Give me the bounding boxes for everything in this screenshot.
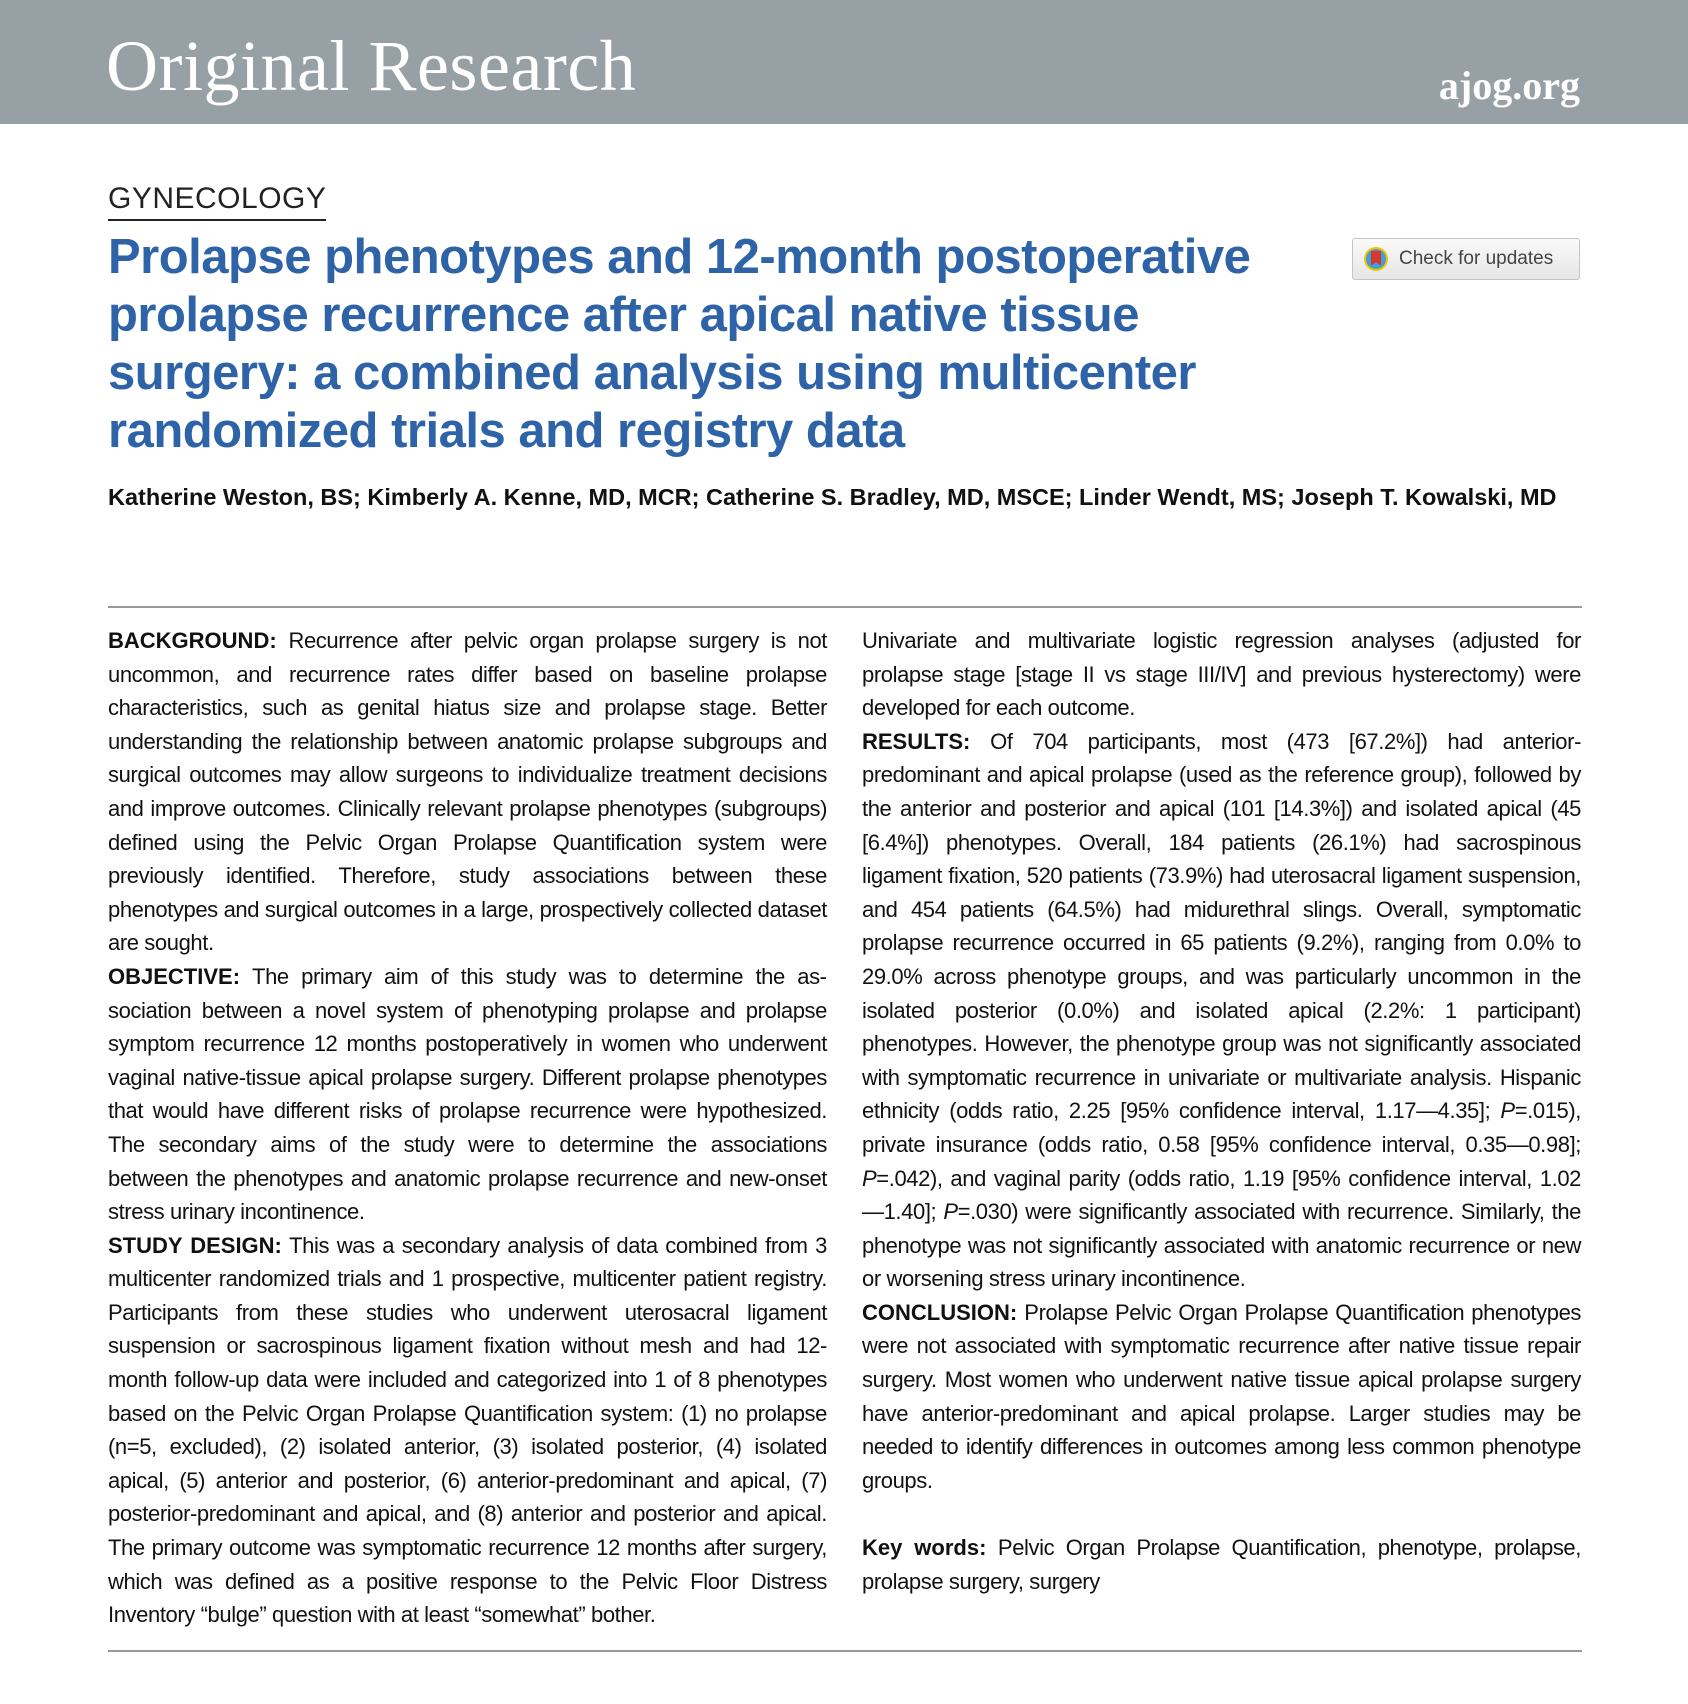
keywords-text: Pelvic Organ Prolapse Quantification, phenotype, prolapse, prolapse surgery, surgery xyxy=(862,1535,1581,1594)
study-design-continued: Univariate and multivariate logistic regression analyses (adjusted for prolapse stage [stage II vs stage III/IV] and previous hysterectomy) were developed for each outcome. xyxy=(862,628,1581,721)
study-design-paragraph xyxy=(108,1229,827,1632)
results-heading: RESULTS: xyxy=(862,728,971,754)
results-text-4: =.030) were significantly associated with recurrence. Similarly, the phenotype was not significantly associated with anatomic recurrence or new or worsening stress urinary incontinence. xyxy=(862,1199,1581,1292)
objective-text: The primary aim of this study was to determine the association between a novel system of phenotyping prolapse and prolapse symptom recurrence 12 months postoperatively in women who underwent vaginal native-tissue apical prolapse surgery. Different prolapse phenotypes that would have different risks of prolapse recurrence were hypothesized. The secondary aims of the study were to determine the associations between the phenotypes and anatomic prolapse recurrence and new-onset stress urinary incontinence. xyxy=(108,963,827,1225)
section-label: GYNECOLOGY xyxy=(108,182,326,221)
conclusion-paragraph xyxy=(862,1296,1581,1498)
author-list: Katherine Weston, BS; Kimberly A. Kenne, MD, MCR; Catherine S. Bradley, MD, MSCE; Linder Wendt, MS; Joseph T. Kowalski, MD xyxy=(108,484,1557,510)
abstract-right-column xyxy=(862,624,1581,1598)
background-heading: BACKGROUND: xyxy=(108,628,277,653)
p-value-label-1: P xyxy=(1500,1098,1515,1124)
keywords-heading: Key words: xyxy=(862,1535,987,1561)
results-text-1: Of 704 participants, most (473 [67.2%]) had anterior-predominant and apical prolapse (used as the reference group), followed by the anterior and posterior and apical (101 [14.3%]) and isolated apical (45 [6.4%]) phenotypes. Overall, 184 patients (26.1%) had sacrospinous ligament fixation, 520 patients (73.9%) had uterosacral ligament suspension, and 454 patients (64.5%) had midurethral slings. Overall, symptomatic prolapse recurrence occurred in 65 patients (9.2%), ranging from 0.0% to 29.0% across phenotype groups, and was particularly uncommon in the isolated posterior (0.0%) and isolated apical (2.2%: 1 participant) phenotypes. However, the phenotype group was not significantly associated with symptomatic recurrence in univariate or multivariate analysis. Hispanic ethnicity (odds ratio, 2.25 [95% confidence interval, 1.17—4.35]; xyxy=(862,728,1581,1124)
background-paragraph xyxy=(108,624,827,960)
bottom-divider xyxy=(108,1650,1582,1652)
study-design-text: This was a secondary analysis of data combined from 3 multicenter randomized trials and 1 prospective, multicenter patient registry. Participants from these studies who underwent uterosacral ligament suspension or sacrospinous ligament fixation without mesh and had 12-month follow-up data were included and categorized into 1 of 8 phenotypes based on the Pelvic Organ Prolapse Quantification system: (1) no prolapse (n=5, excluded), (2) isolated anterior, (3) isolated posterior, (4) isolated apical, (5) anterior and posterior, (6) anterior-predominant and apical, (7) posterior-predominant and apical, and (8) anterior and posterior and apical. The primary outcome was symptomatic recurrence 12 months after surgery, which was defined as a positive response to the Pelvic Floor Distress Inventory “bulge” question with at least “somewhat” bother. xyxy=(108,1232,827,1628)
crossmark-icon xyxy=(1363,246,1389,272)
background-text: Recurrence after pelvic organ prolapse surgery is not uncommon, and recurrence rates differ based on baseline prolapse characteristics, such as genital hiatus size and prolapse stage. Better understanding the relationship between anatomic prolapse subgroups and surgical outcomes may allow surgeons to individualize treatment decisions and improve outcomes. Clinically relevant prolapse phenotypes (subgroups) defined using the Pelvic Organ Prolapse Quantification system were previously identified. Therefore, study associations between these phenotypes and surgical outcomes in a large, prospectively collected dataset are sought. xyxy=(108,628,828,956)
abstract-left-column xyxy=(108,624,827,1632)
journal-site-link[interactable]: ajog.org xyxy=(1438,63,1580,108)
results-text-2: =.015), private insurance (odds ratio, 0.58 [95% confidence interval, 0.35—0.98]; xyxy=(862,1098,1582,1157)
article-title: Prolapse phenotypes and 12-month postoperative prolapse recurrence after apical native tissue surgery: a combined analysis using multicenter randomized trials and registry data xyxy=(108,230,1251,458)
objective-heading: OBJECTIVE: xyxy=(108,963,241,989)
p-value-label-3: P xyxy=(943,1199,958,1225)
objective-paragraph xyxy=(108,960,827,1229)
results-paragraph xyxy=(862,725,1581,1296)
top-divider xyxy=(108,606,1582,608)
banner-title: Original Research xyxy=(106,26,637,106)
conclusion-text: Prolapse Pelvic Organ Prolapse Quantification phenotypes were not associated with symptomatic recurrence after native tissue repair surgery. Most women who underwent native tissue apical prolapse surgery have anterior-predominant and apical prolapse. Larger studies may be needed to identify differences in outcomes among less common phenotype groups. xyxy=(862,1299,1582,1493)
p-value-label-2: P xyxy=(862,1165,877,1191)
check-for-updates-label: Check for updates xyxy=(1399,248,1554,269)
check-for-updates-button[interactable] xyxy=(1352,238,1580,280)
study-design-heading: STUDY DESIGN: xyxy=(108,1232,282,1258)
conclusion-heading: CONCLUSION: xyxy=(862,1299,1018,1325)
results-text-3: =.042), and vaginal parity (odds ratio, 1.19 [95% confidence interval, 1.02—1.40]; xyxy=(862,1165,1581,1225)
journal-banner xyxy=(0,0,1688,124)
keywords-paragraph xyxy=(862,1531,1581,1598)
